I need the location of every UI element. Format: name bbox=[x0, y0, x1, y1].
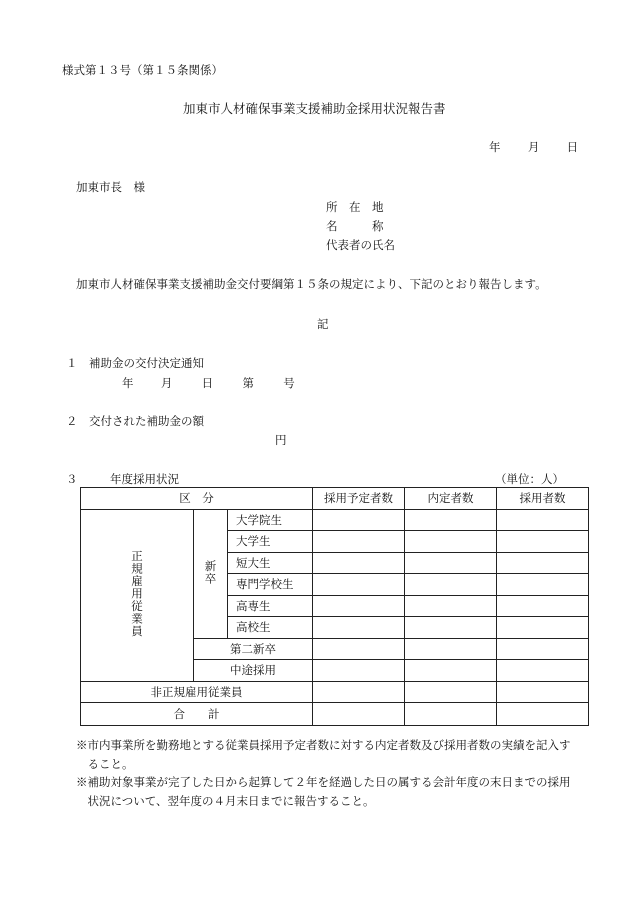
cell-offered[interactable] bbox=[405, 531, 497, 553]
cell-hired[interactable] bbox=[497, 574, 589, 596]
cell-hired[interactable] bbox=[497, 552, 589, 574]
cell-planned[interactable] bbox=[313, 595, 405, 617]
cell-offered[interactable] bbox=[405, 703, 497, 726]
date-day: 日 bbox=[566, 140, 579, 154]
group-new-grad bbox=[194, 509, 228, 638]
date-line bbox=[489, 139, 578, 155]
cell-hired[interactable] bbox=[497, 617, 589, 639]
cell-offered[interactable] bbox=[405, 552, 497, 574]
cell-planned[interactable] bbox=[313, 617, 405, 639]
unit-label: （単位：人） bbox=[495, 472, 564, 486]
row-label: 短大生 bbox=[228, 552, 313, 574]
cell-offered[interactable] bbox=[405, 660, 497, 682]
item1-go: 号 bbox=[283, 376, 295, 390]
table-header-row bbox=[81, 488, 589, 510]
cell-hired[interactable] bbox=[497, 595, 589, 617]
table-row bbox=[81, 681, 589, 703]
header-category: 区 分 bbox=[81, 488, 313, 510]
cell-hired[interactable] bbox=[497, 638, 589, 660]
address-label: 所 在 地 bbox=[326, 200, 384, 214]
header-planned: 採用予定者数 bbox=[313, 488, 405, 510]
item1-heading: １ 補助金の交付決定通知 bbox=[66, 356, 204, 370]
cell-planned[interactable] bbox=[313, 552, 405, 574]
cell-offered[interactable] bbox=[405, 617, 497, 639]
note-line: ※市内事業所を勤務地とする従業員採用予定者数に対する内定者数及び採用者数の実績を記入す bbox=[76, 738, 571, 752]
table-row bbox=[81, 509, 589, 531]
item2-yen: 円 bbox=[275, 433, 287, 447]
cell-offered[interactable] bbox=[405, 638, 497, 660]
cell-planned[interactable] bbox=[313, 638, 405, 660]
cell-offered[interactable] bbox=[405, 595, 497, 617]
cell-hired[interactable] bbox=[497, 660, 589, 682]
group-regular bbox=[81, 509, 194, 681]
table-total-row bbox=[81, 703, 589, 726]
row-label: 大学生 bbox=[228, 531, 313, 553]
item3-number: ３ bbox=[66, 472, 78, 486]
cell-hired[interactable] bbox=[497, 509, 589, 531]
item1-year: 年 bbox=[122, 376, 134, 390]
cell-planned[interactable] bbox=[313, 681, 405, 703]
cell-offered[interactable] bbox=[405, 509, 497, 531]
row-label: 中途採用 bbox=[194, 660, 313, 682]
item1-month: 月 bbox=[160, 376, 173, 390]
cell-planned[interactable] bbox=[313, 509, 405, 531]
cell-offered[interactable] bbox=[405, 681, 497, 703]
representative-label: 代表者の氏名 bbox=[326, 238, 395, 252]
note-line: ※補助対象事業が完了した日から起算して２年を経過した日の属する会計年度の末日までの採用 bbox=[76, 775, 571, 789]
item2-heading: ２ 交付された補助金の額 bbox=[66, 414, 204, 428]
item3-heading: 年度採用状況 bbox=[110, 472, 179, 486]
addressee: 加東市長 様 bbox=[76, 180, 145, 194]
name-label: 名 称 bbox=[326, 219, 384, 233]
note-line: ること。 bbox=[76, 757, 134, 771]
row-label: 非正規雇用従業員 bbox=[81, 681, 313, 703]
recruitment-table bbox=[80, 487, 589, 726]
body-text: 加東市人材確保事業支援補助金交付要綱第１５条の規定により、下記のとおり報告します。 bbox=[76, 277, 547, 291]
cell-offered[interactable] bbox=[405, 574, 497, 596]
date-year: 年 bbox=[489, 140, 501, 154]
item1-date-line bbox=[122, 375, 295, 391]
cell-hired[interactable] bbox=[497, 531, 589, 553]
row-label: 高校生 bbox=[228, 617, 313, 639]
note-line: 状況について、翌年度の４月末日までに報告すること。 bbox=[76, 794, 375, 808]
row-label: 第二新卒 bbox=[194, 638, 313, 660]
ki-label: 記 bbox=[317, 317, 329, 331]
cell-planned[interactable] bbox=[313, 660, 405, 682]
cell-planned[interactable] bbox=[313, 531, 405, 553]
form-number: 様式第１３号（第１５条関係） bbox=[62, 63, 223, 77]
date-month: 月 bbox=[527, 140, 540, 154]
header-offered: 内定者数 bbox=[405, 488, 497, 510]
group-regular-label: 正規雇用従業員 bbox=[130, 549, 144, 638]
group-new-grad-label: 新卒 bbox=[203, 559, 218, 585]
row-label: 大学院生 bbox=[228, 509, 313, 531]
row-label-total: 合 計 bbox=[81, 703, 313, 726]
header-hired: 採用者数 bbox=[497, 488, 589, 510]
item1-day: 日 bbox=[201, 376, 214, 390]
document-title: 加東市人材確保事業支援補助金採用状況報告書 bbox=[183, 101, 446, 116]
row-label: 専門学校生 bbox=[228, 574, 313, 596]
cell-hired[interactable] bbox=[497, 703, 589, 726]
row-label: 高専生 bbox=[228, 595, 313, 617]
cell-planned[interactable] bbox=[313, 703, 405, 726]
cell-planned[interactable] bbox=[313, 574, 405, 596]
item1-dai: 第 bbox=[242, 376, 254, 390]
cell-hired[interactable] bbox=[497, 681, 589, 703]
